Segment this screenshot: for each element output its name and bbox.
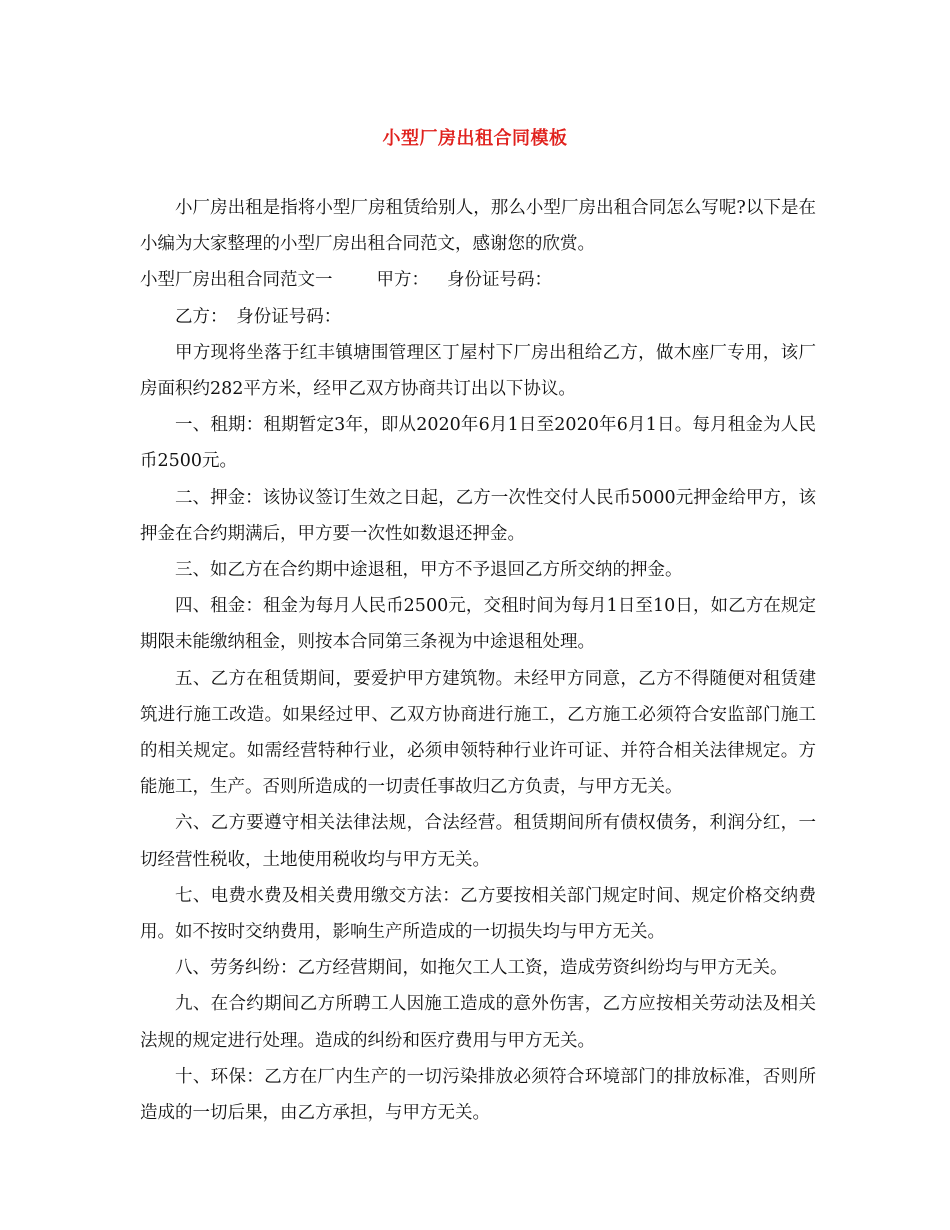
clause-6: 六、乙方要遵守相关法律法规，合法经营。租赁期间所有债权债务，利润分红，一切经营性税收，土地使用税收均与甲方无关。: [140, 813, 816, 870]
clause-9: 九、在合约期间乙方所聘工人因施工造成的意外伤害，乙方应按相关劳动法及相关法规的规定进行处理。造成的纠纷和医疗费用与甲方无关。: [140, 994, 816, 1051]
clause-3: 三、如乙方在合约期中途退租，甲方不予退回乙方所交纳的押金。: [175, 560, 683, 581]
parties-line: [140, 262, 816, 298]
clause-2: 二、押金：该协议签订生效之日起，乙方一次性交付人民币5000元押金给甲方，该押金在合约期满后，甲方要一次性如数退还押金。: [140, 487, 816, 544]
party-b-line: 乙方： 身份证号码：: [175, 306, 342, 327]
clause-10: 十、环保：乙方在厂内生产的一切污染排放必须符合环境部门的排放标准，否则所造成的一切后果，由乙方承担，与甲方无关。: [140, 1066, 816, 1124]
clause-1: 一、租期：租期暂定3年，即从2020年6月1日至2020年6月1日。每月租金为人民币2500元。: [140, 415, 816, 472]
document-title: 小型厂房出租合同模板: [382, 128, 568, 149]
clause-4: 四、租金：租金为每月人民币2500元，交租时间为每月1日至10日，如乙方在规定期限未能缴纳租金，则按本合同第三条视为中途退租处理。: [140, 596, 816, 653]
premises-paragraph: 甲方现将坐落于红丰镇塘围管理区丁屋村下厂房出租给乙方，做木座厂专用，该厂房面积约282平方米，经甲乙双方协商共订出以下协议。: [140, 342, 816, 400]
party-a-id-label: 身份证号码：: [447, 270, 552, 291]
clause-8: 八、劳务纠纷：乙方经营期间，如拖欠工人工资，造成劳资纠纷均与甲方无关。: [175, 958, 788, 979]
party-a-label: 甲方：: [376, 270, 429, 291]
intro-paragraph: 小厂房出租是指将小型厂房租赁给别人，那么小型厂房出租合同怎么写呢?以下是在小编为大家整理的小型厂房出租合同范文，感谢您的欣赏。: [140, 198, 816, 255]
clause-7: 七、电费水费及相关费用缴交方法：乙方要按相关部门规定时间、规定价格交纳费用。如不按时交纳费用，影响生产所造成的一切损失均与甲方无关。: [140, 885, 816, 943]
sample-label: 小型厂房出租合同范文一: [140, 270, 333, 291]
document-body: [140, 190, 816, 1131]
clause-5: 五、乙方在租赁期间，要爱护甲方建筑物。未经甲方同意，乙方不得随便对租赁建筑进行施工改造。如果经过甲、乙双方协商进行施工，乙方施工必须符合安监部门施工的相关规定。如需经营特种行业，必须申领特种行业许可证、并符合相关法律规定。方能施工，生产。否则所造成的一切责任事故归乙方负责，与甲方无关。: [140, 668, 816, 798]
